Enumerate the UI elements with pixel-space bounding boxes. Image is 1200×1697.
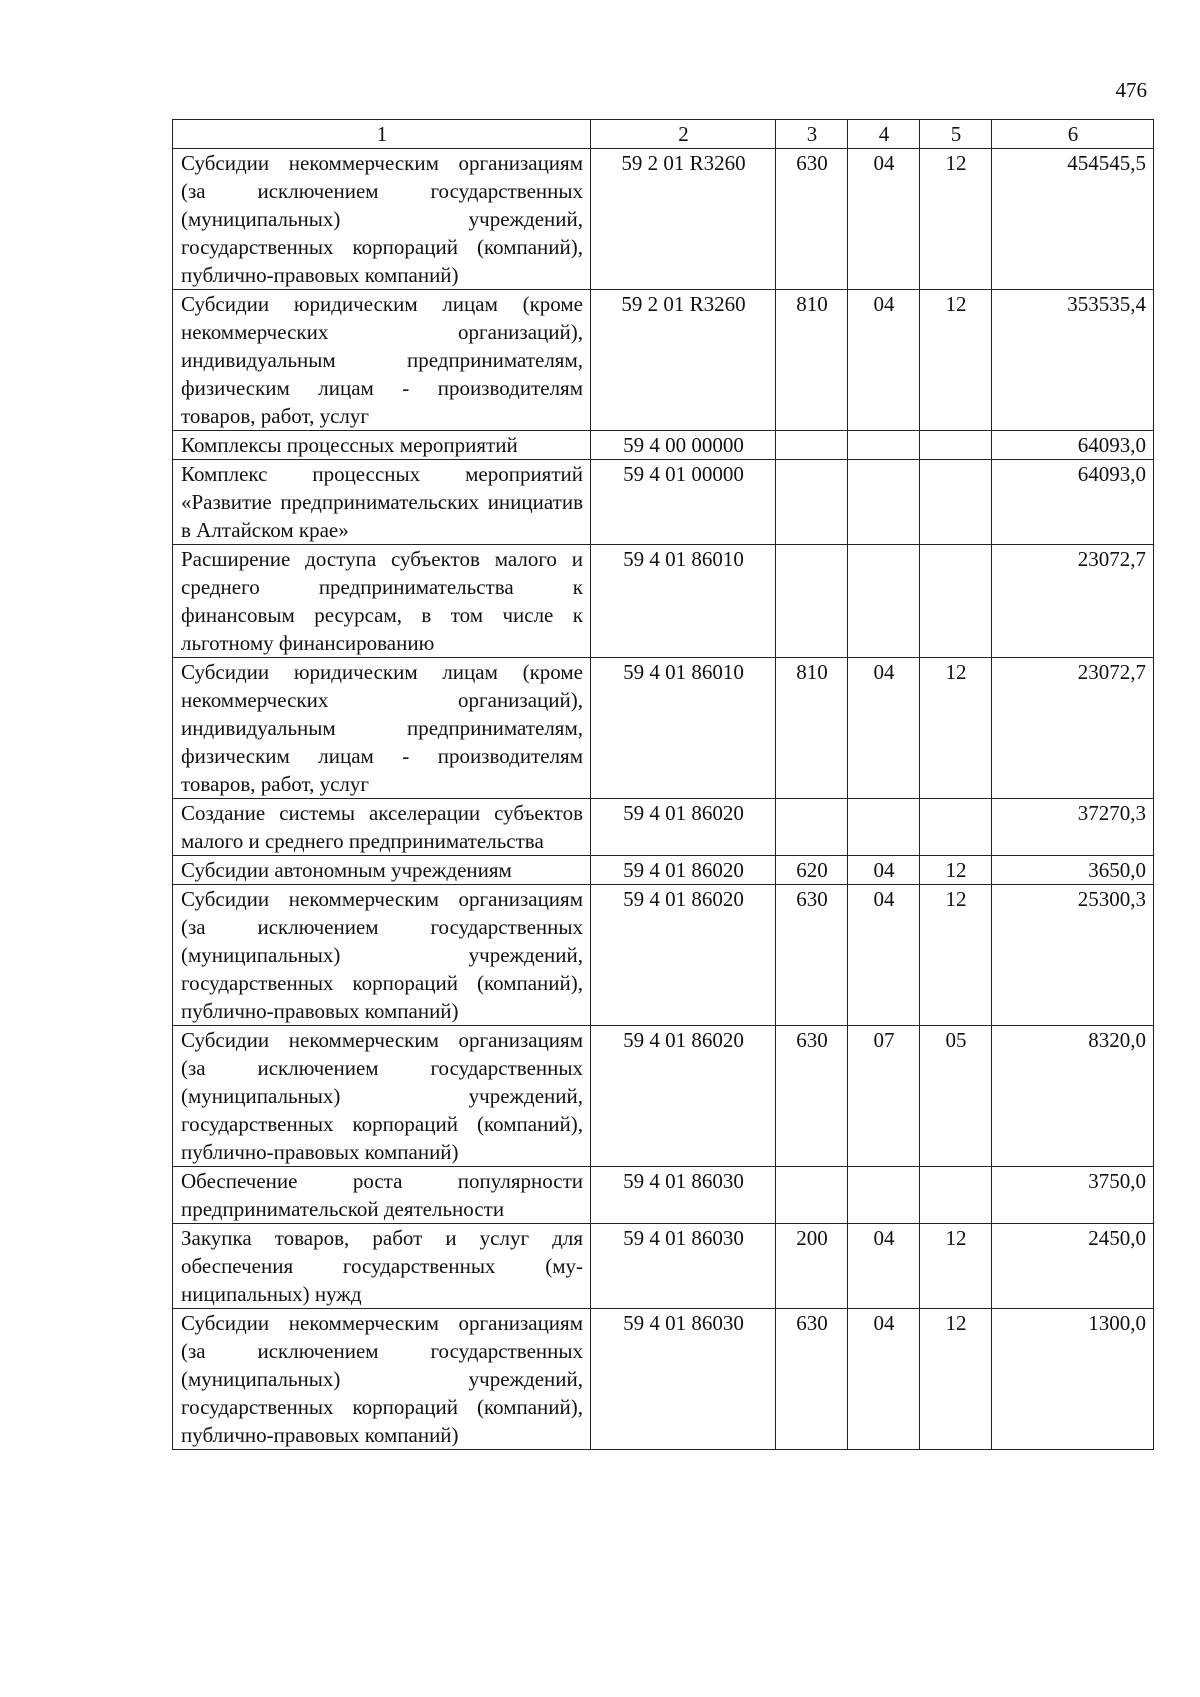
table-row [173,1309,1154,1450]
row-name-cell: Субсидии некоммерческим организациям (за исключением государственных (муниципальных) учреждений, государственных корпораций (компаний), публично-правовых компаний) [173,149,591,290]
row-col3-cell [776,460,848,545]
row-col5-cell [920,431,992,460]
row-name-cell: Субсидии некоммерческим организациям (за исключением государственных (муниципальных) учреждений, государственных корпораций (компаний), публично-правовых компаний) [173,1309,591,1450]
table-row [173,149,1154,290]
row-col4-cell: 04 [848,658,920,799]
row-name-cell: Субсидии некоммерческим организациям (за исключением государственных (муниципальных) учреждений, государственных корпораций (компаний), публично-правовых компаний) [173,885,591,1026]
header-col-5: 5 [920,120,992,149]
table-row [173,290,1154,431]
table-row [173,658,1154,799]
row-col4-cell [848,545,920,658]
row-col3-cell: 630 [776,1309,848,1450]
row-amount-cell: 8320,0 [992,1026,1154,1167]
row-amount-cell: 23072,7 [992,545,1154,658]
row-col4-cell [848,431,920,460]
row-col3-cell [776,545,848,658]
row-col3-cell: 630 [776,1026,848,1167]
row-code-cell: 59 4 01 86030 [591,1224,776,1309]
row-code-cell: 59 4 01 86010 [591,545,776,658]
table-row [173,799,1154,856]
row-name-cell: Закупка товаров, работ и услуг для обеспечения государственных (муниципальных) нужд [173,1224,591,1309]
row-amount-cell: 454545,5 [992,149,1154,290]
row-col5-cell: 05 [920,1026,992,1167]
table-row [173,1224,1154,1309]
table-row [173,1167,1154,1224]
row-code-cell: 59 4 01 86020 [591,885,776,1026]
row-code-cell: 59 4 01 86030 [591,1309,776,1450]
row-col4-cell [848,799,920,856]
row-name-cell: Субсидии юридическим лицам (кроме некоммерческих организаций), индивидуальным предпринимателям, физическим лицам - производителям товаров, работ, услуг [173,290,591,431]
row-col4-cell [848,1167,920,1224]
row-amount-cell: 353535,4 [992,290,1154,431]
row-amount-cell: 3750,0 [992,1167,1154,1224]
row-col4-cell: 04 [848,290,920,431]
row-code-cell: 59 4 01 86030 [591,1167,776,1224]
header-col-4: 4 [848,120,920,149]
row-name-cell: Обеспечение роста популярности предпринимательской деятельности [173,1167,591,1224]
row-col5-cell: 12 [920,149,992,290]
header-col-6: 6 [992,120,1154,149]
row-col4-cell: 04 [848,1309,920,1450]
row-col3-cell [776,1167,848,1224]
row-col5-cell [920,460,992,545]
row-col3-cell: 630 [776,149,848,290]
table-row [173,1026,1154,1167]
row-amount-cell: 3650,0 [992,856,1154,885]
row-col5-cell: 12 [920,1309,992,1450]
table-row [173,460,1154,545]
row-amount-cell: 1300,0 [992,1309,1154,1450]
row-amount-cell: 23072,7 [992,658,1154,799]
row-code-cell: 59 4 01 00000 [591,460,776,545]
row-code-cell: 59 4 01 86020 [591,856,776,885]
table-row [173,431,1154,460]
row-amount-cell: 64093,0 [992,460,1154,545]
row-col4-cell: 04 [848,856,920,885]
table-row [173,885,1154,1026]
row-code-cell: 59 4 01 86020 [591,1026,776,1167]
row-code-cell: 59 4 01 86010 [591,658,776,799]
row-col3-cell: 200 [776,1224,848,1309]
row-code-cell: 59 2 01 R3260 [591,149,776,290]
row-col5-cell: 12 [920,290,992,431]
row-code-cell: 59 2 01 R3260 [591,290,776,431]
budget-table [172,119,1154,1450]
row-col5-cell [920,545,992,658]
row-name-cell: Субсидии некоммерческим организациям (за исключением государственных (муниципальных) учреждений, государственных корпораций (компаний), публично-правовых компаний) [173,1026,591,1167]
row-name-cell: Комплекс процессных мероприятий «Развитие предпринимательских инициатив в Алтайском крае» [173,460,591,545]
row-col5-cell [920,799,992,856]
table-row [173,545,1154,658]
row-col3-cell: 630 [776,885,848,1026]
row-col5-cell: 12 [920,885,992,1026]
row-col3-cell: 810 [776,658,848,799]
row-code-cell: 59 4 00 00000 [591,431,776,460]
row-col5-cell: 12 [920,658,992,799]
row-col3-cell [776,799,848,856]
row-name-cell: Субсидии юридическим лицам (кроме некоммерческих организаций), индивидуальным предпринимателям, физическим лицам - производителям товаров, работ, услуг [173,658,591,799]
row-col3-cell: 620 [776,856,848,885]
header-col-3: 3 [776,120,848,149]
row-amount-cell: 2450,0 [992,1224,1154,1309]
header-col-1: 1 [173,120,591,149]
row-name-cell: Субсидии автономным учреждениям [173,856,591,885]
row-name-cell: Расширение доступа субъектов малого и среднего предпринимательства к финансовым ресурсам, в том числе к льготному финансированию [173,545,591,658]
row-name-cell: Создание системы акселерации субъектов малого и среднего предпринимательства [173,799,591,856]
row-col5-cell: 12 [920,1224,992,1309]
row-amount-cell: 25300,3 [992,885,1154,1026]
row-col4-cell: 04 [848,885,920,1026]
row-code-cell: 59 4 01 86020 [591,799,776,856]
row-amount-cell: 37270,3 [992,799,1154,856]
row-col4-cell: 04 [848,1224,920,1309]
table-row [173,856,1154,885]
row-col3-cell: 810 [776,290,848,431]
table-header-row [173,120,1154,149]
row-col4-cell [848,460,920,545]
row-col3-cell [776,431,848,460]
row-col4-cell: 04 [848,149,920,290]
row-col5-cell: 12 [920,856,992,885]
row-col5-cell [920,1167,992,1224]
table-body [173,149,1154,1450]
header-col-2: 2 [591,120,776,149]
row-name-cell: Комплексы процессных мероприятий [173,431,591,460]
row-col4-cell: 07 [848,1026,920,1167]
row-amount-cell: 64093,0 [992,431,1154,460]
page-number: 476 [1115,78,1147,102]
